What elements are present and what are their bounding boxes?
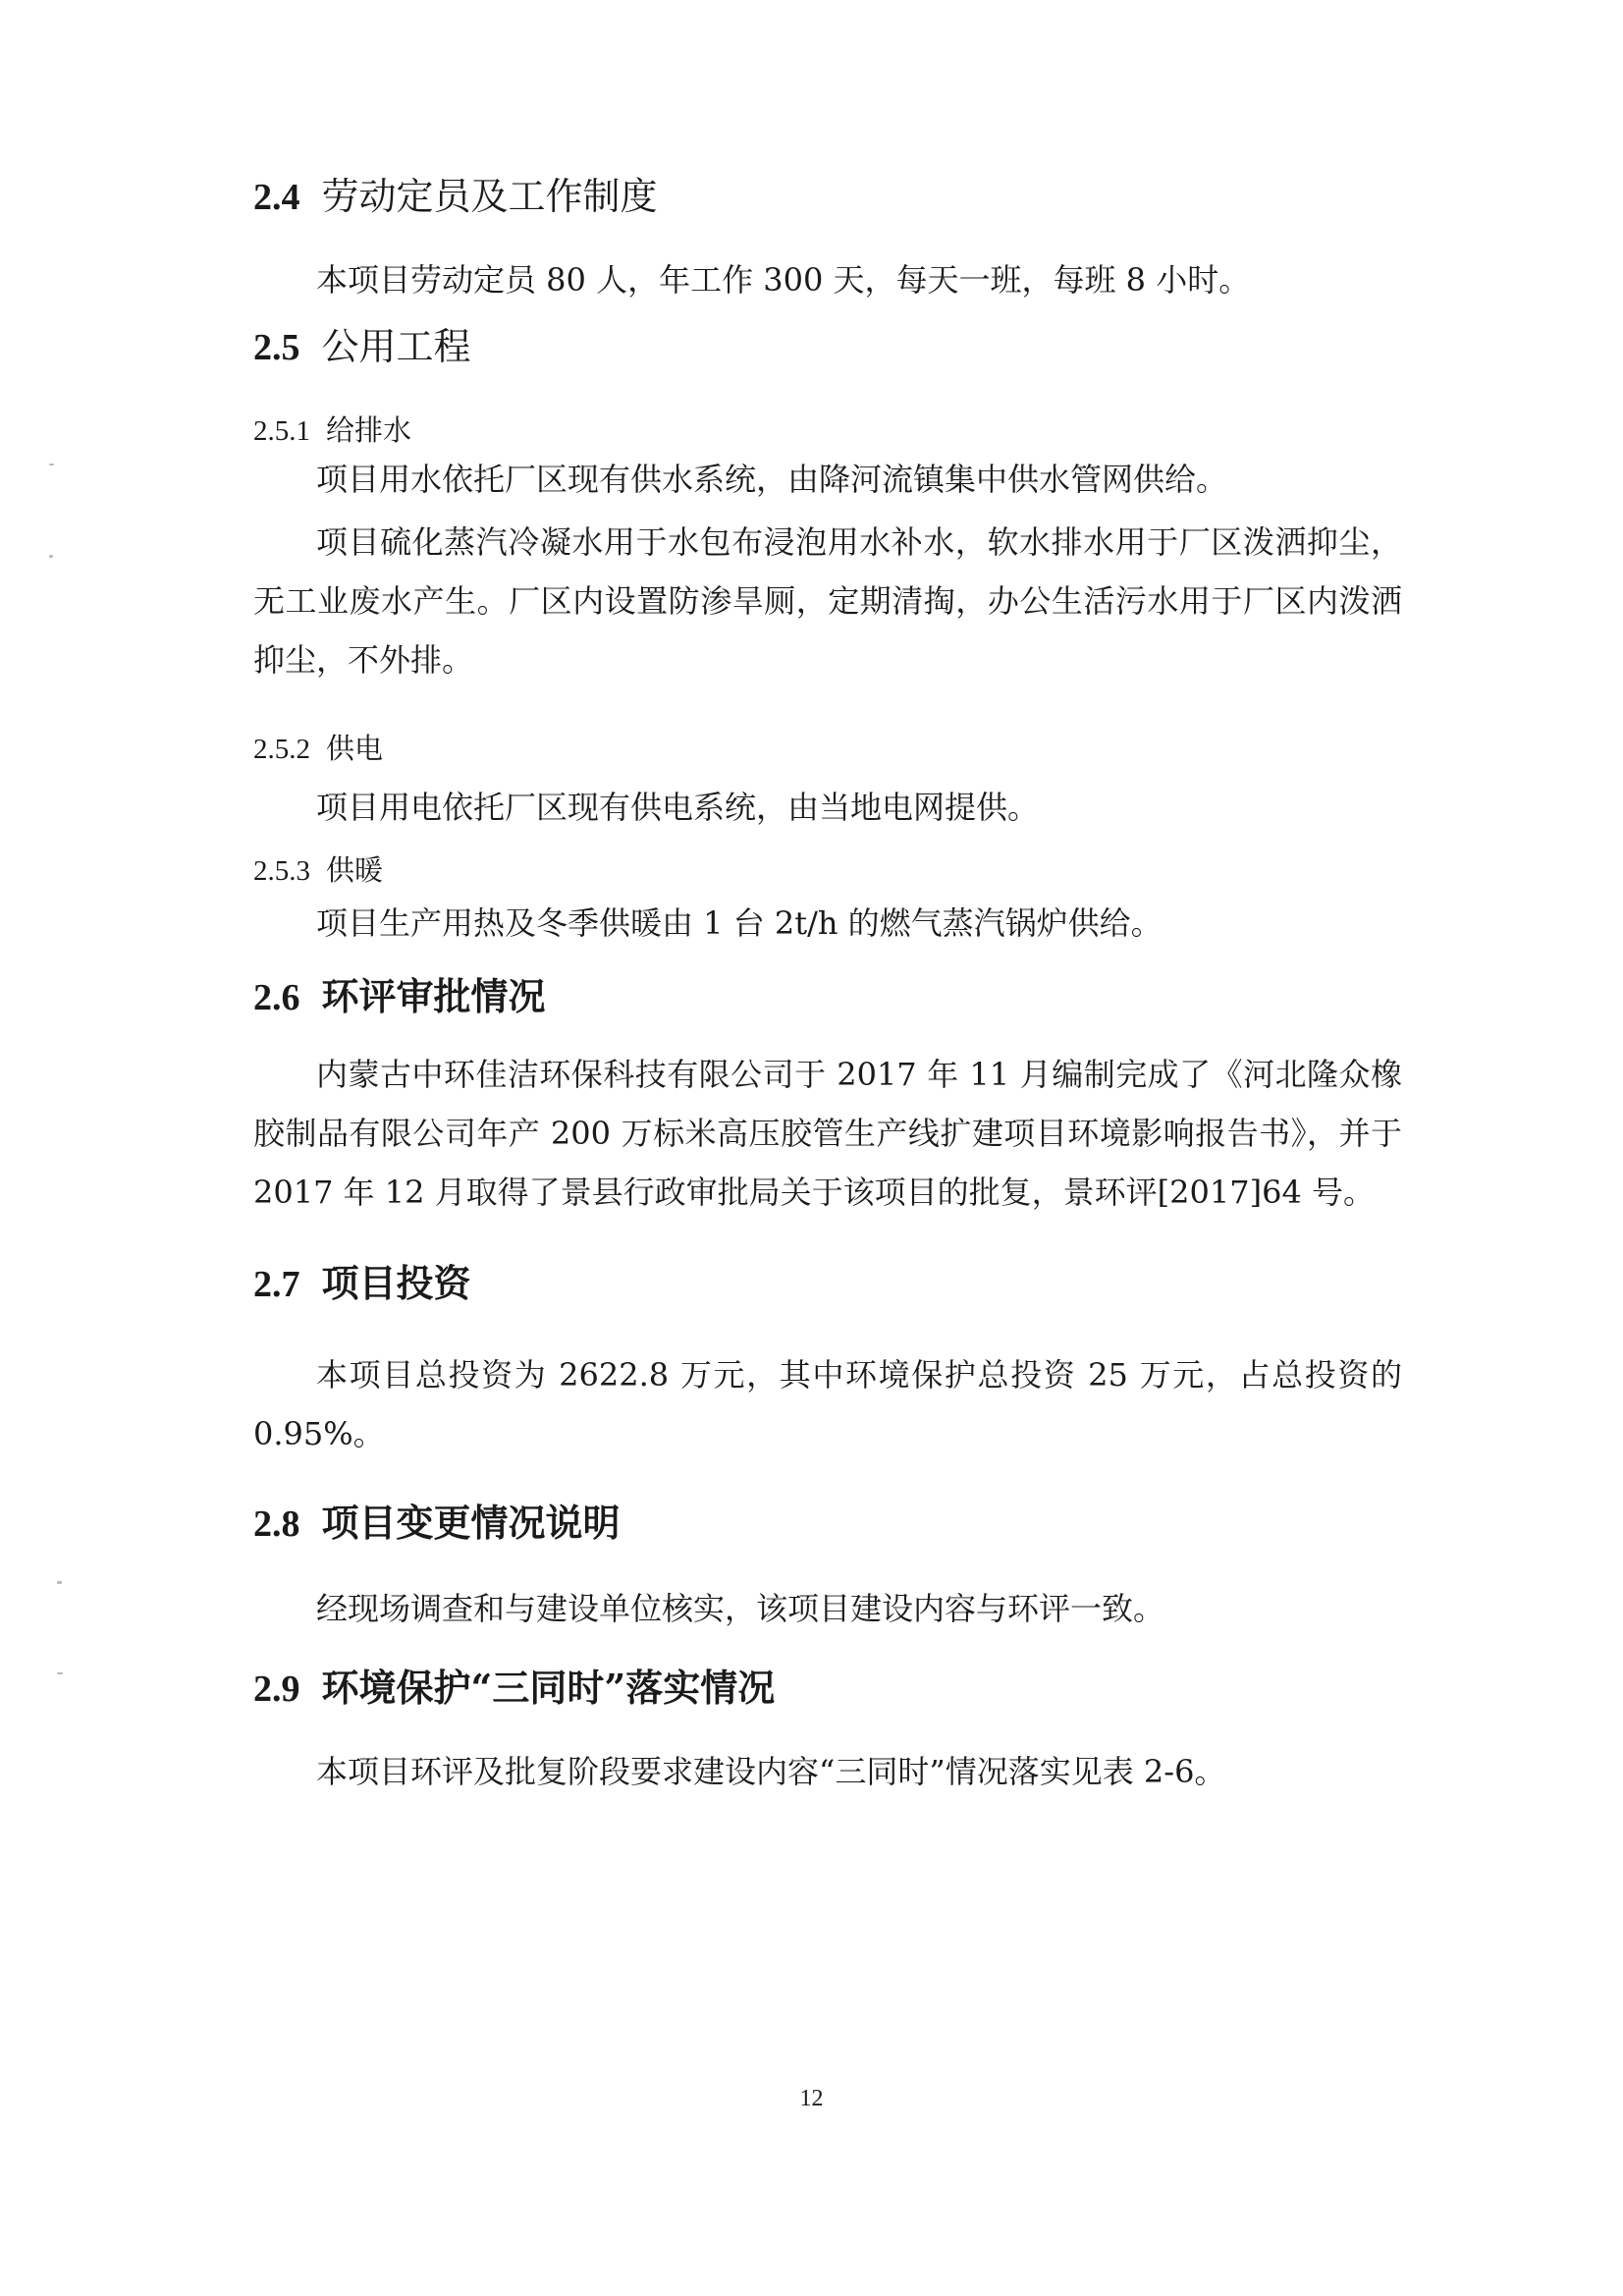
section-heading-2-4: 2.4 劳动定员及工作制度 bbox=[253, 175, 658, 218]
section-heading-2-8: 2.8 项目变更情况说明 bbox=[253, 1501, 621, 1545]
subsection-heading-2-5-3: 2.5.3 供暖 bbox=[253, 853, 384, 887]
paragraph-eia-approval: 内蒙古中环佳洁环保科技有限公司于 2017 年 11 月编制完成了《河北隆众橡胶制品有限公司年产 200 万标米高压胶管生产线扩建项目环境影响报告书》，并于 2017 年 12 月取得了景县行政审批局关于该项目的批复，景环评[2017]64 号。 bbox=[253, 1056, 1402, 1211]
page-number: 12 bbox=[799, 2086, 824, 2111]
paragraph-heating: 项目生产用热及冬季供暖由 1 台 2t/h 的燃气蒸汽锅炉供给。 bbox=[316, 904, 1163, 942]
section-heading-2-9: 2.9 环境保护“三同时”落实情况 bbox=[253, 1666, 776, 1710]
subsection-heading-2-5-1: 2.5.1 给排水 bbox=[253, 413, 412, 447]
paragraph-staffing: 本项目劳动定员 80 人，年工作 300 天，每天一班，每班 8 小时。 bbox=[316, 261, 1251, 299]
subsection-heading-2-5-2: 2.5.2 供电 bbox=[253, 732, 384, 765]
scan-speck bbox=[57, 1672, 63, 1674]
paragraph-three-simultaneities: 本项目环评及批复阶段要求建设内容“三同时”情况落实见表 2-6。 bbox=[316, 1753, 1226, 1790]
section-heading-2-7: 2.7 项目投资 bbox=[253, 1261, 471, 1305]
scan-speck bbox=[57, 1581, 62, 1584]
paragraph-power-supply: 项目用电依托厂区现有供电系统，由当地电网提供。 bbox=[316, 789, 1040, 826]
paragraph-change-notes: 经现场调查和与建设单位核实，该项目建设内容与环评一致。 bbox=[316, 1590, 1165, 1627]
section-heading-2-6: 2.6 环评审批情况 bbox=[253, 974, 546, 1018]
paragraph-drainage: 项目硫化蒸汽冷凝水用于水包布浸泡用水补水，软水排水用于厂区泼洒抑尘，无工业废水产生。厂区内设置防渗旱厕，定期清掏，办公生活污水用于厂区内泼洒抑尘，不外排。 bbox=[253, 523, 1402, 679]
paragraph-water-supply: 项目用水依托厂区现有供水系统，由降河流镇集中供水管网供给。 bbox=[316, 461, 1228, 498]
scan-speck bbox=[49, 464, 54, 465]
section-heading-2-5: 2.5 公用工程 bbox=[253, 325, 471, 368]
scan-speck bbox=[49, 555, 53, 558]
paragraph-investment: 本项目总投资为 2622.8 万元，其中环境保护总投资 25 万元，占总投资的 0.95%。 bbox=[253, 1356, 1402, 1452]
